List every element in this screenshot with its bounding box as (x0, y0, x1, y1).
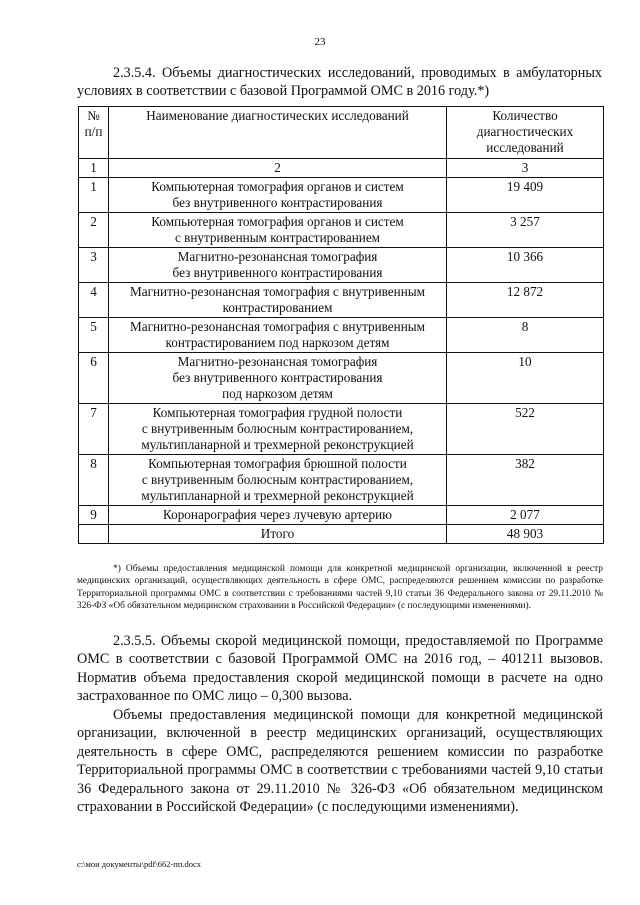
row-count: 8 (447, 318, 604, 353)
header-name: Наименование диагностических исследований (109, 107, 447, 159)
paragraph-distribution: Объемы предоставления медицинской помощи для конкретной медицинской организации, включенной в реестр медицинских организаций, осуществляющих деятельность в сфере ОМС, распределяются решением комиссии по разработке Территориальной программы ОМС в соответствии с требованиями частей 9,10 статьи 36 Федерального закона от 29.11.2010 № 326-ФЗ «Об обязательном медицинском страховании в Российской Федерации» (с последующими изменениями). (77, 707, 603, 816)
row-num: 6 (79, 353, 109, 404)
page-number: 23 (314, 36, 326, 48)
row-name: Компьютерная томография органов и систем без внутривенного контрастирования (109, 178, 447, 213)
row-num: 8 (79, 455, 109, 506)
row-count: 3 257 (447, 213, 604, 248)
table-row (79, 283, 604, 318)
index-cell: 2 (109, 159, 447, 178)
row-num: 2 (79, 213, 109, 248)
row-name: Магнитно-резонансная томография без внутривенного контрастирования (109, 248, 447, 283)
table-header-row (79, 107, 604, 159)
footnote: *) Объемы предоставления медицинской помощи для конкретной медицинской организации, включенной в реестр медицинских организаций, осуществляющих деятельность в сфере ОМС, распределяются решением комиссии по разработке Территориальной программы ОМС в соответствии с требованиями частей 9,10 статьи 36 Федерального закона от 29.11.2010 № 326-ФЗ «Об обязательном медицинском страховании в Российской Федерации» (с последующими изменениями). (77, 564, 603, 612)
row-count: 12 872 (447, 283, 604, 318)
row-name: Магнитно-резонансная томография без внутривенного контрастирования под наркозом детям (109, 353, 447, 404)
row-num: 4 (79, 283, 109, 318)
table-index-row (79, 159, 604, 178)
table-row (79, 455, 604, 506)
diagnostics-table (78, 106, 604, 544)
table-row (79, 506, 604, 525)
total-empty-cell (79, 525, 109, 544)
row-num: 9 (79, 506, 109, 525)
row-name: Компьютерная томография органов и систем с внутривенным контрастированием (109, 213, 447, 248)
section-heading: 2.3.5.4. Объемы диагностических исследований, проводимых в амбулаторных условиях в соответствии с базовой Программой ОМС в 2016 году.*) (77, 65, 602, 99)
table-row (79, 248, 604, 283)
row-count: 522 (447, 404, 604, 455)
table-row (79, 213, 604, 248)
row-count: 10 (447, 353, 604, 404)
table-row (79, 404, 604, 455)
row-name: Компьютерная томография брюшной полости с внутривенным болюсным контрастированием, мультипланарной и трехмерной реконструкцией (109, 455, 447, 506)
table-total-row (79, 525, 604, 544)
total-label: Итого (109, 525, 447, 544)
row-count: 382 (447, 455, 604, 506)
table-row (79, 353, 604, 404)
row-name: Магнитно-резонансная томография с внутривенным контрастированием под наркозом детям (109, 318, 447, 353)
paragraph-ambulance: 2.3.5.5. Объемы скорой медицинской помощи, предоставляемой по Программе ОМС в соответствии с базовой Программой ОМС на 2016 год, – 401211 вызовов. Норматив объема предоставления скорой медицинской помощи в расчете на одно застрахованное по ОМС лицо – 0,300 вызова. (77, 633, 603, 705)
row-count: 2 077 (447, 506, 604, 525)
row-num: 3 (79, 248, 109, 283)
row-count: 19 409 (447, 178, 604, 213)
header-num: № п/п (79, 107, 109, 159)
row-name: Магнитно-резонансная томография с внутривенным контрастированием (109, 283, 447, 318)
file-path: c:\мои документы\pdf\662-пп.docx (77, 859, 202, 869)
index-cell: 1 (79, 159, 109, 178)
table-row (79, 178, 604, 213)
row-count: 10 366 (447, 248, 604, 283)
header-count: Количество диагностических исследований (447, 107, 604, 159)
row-num: 7 (79, 404, 109, 455)
row-num: 5 (79, 318, 109, 353)
table-row (79, 318, 604, 353)
total-count: 48 903 (447, 525, 604, 544)
row-name: Компьютерная томография грудной полости с внутривенным болюсным контрастированием, мультипланарной и трехмерной реконструкцией (109, 404, 447, 455)
row-name: Коронарография через лучевую артерию (109, 506, 447, 525)
index-cell: 3 (447, 159, 604, 178)
row-num: 1 (79, 178, 109, 213)
